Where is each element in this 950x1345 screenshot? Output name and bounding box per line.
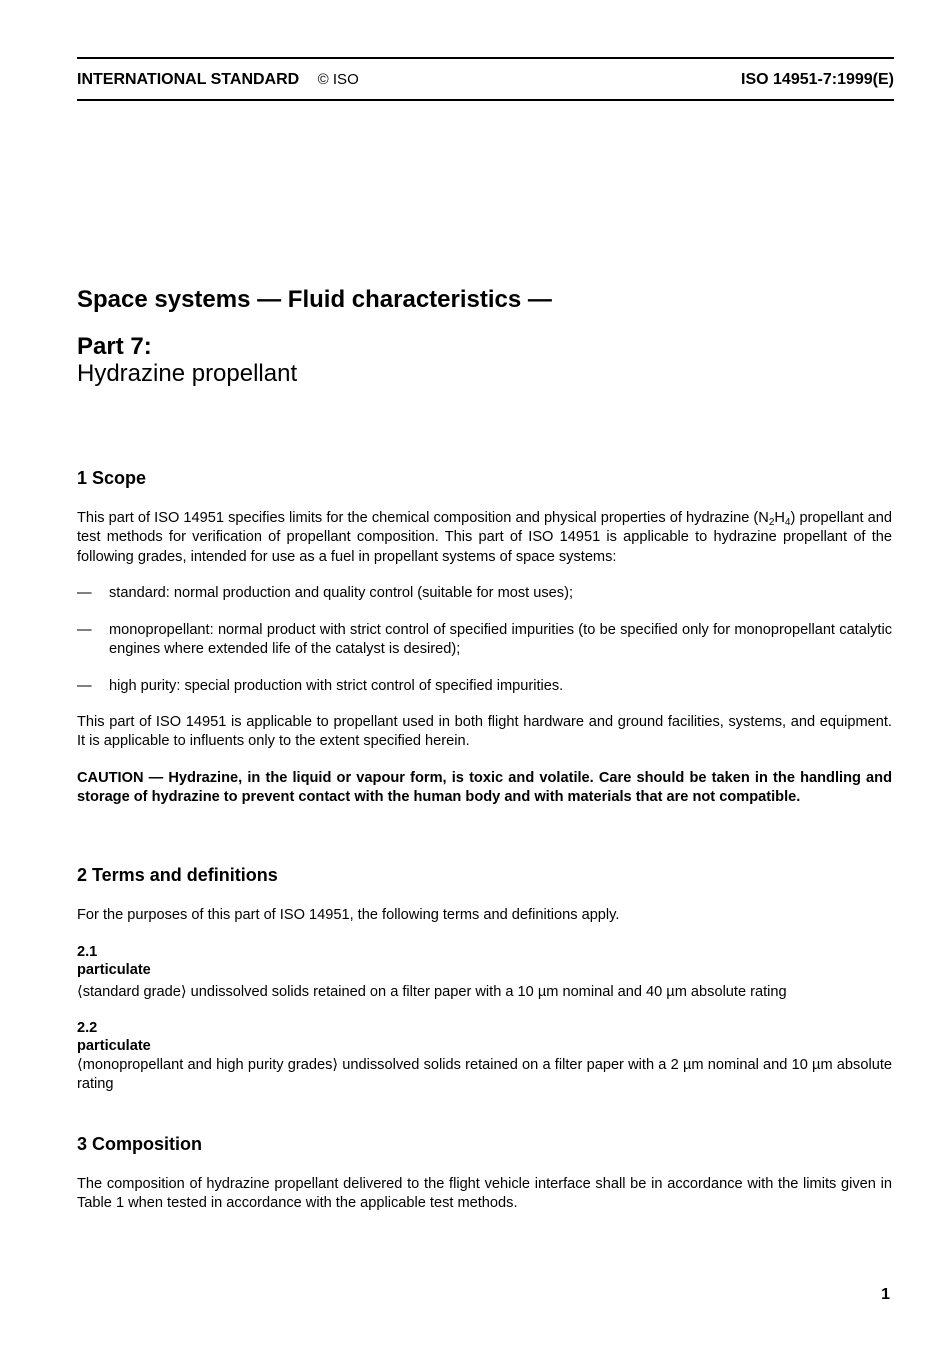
term-definition: ⟨standard grade⟩ undissolved solids retained on a filter paper with a 10 µm nominal and 40 µm absolute rating <box>77 984 787 1000</box>
document-subtitle: Hydrazine propellant <box>77 360 298 387</box>
terms-intro-paragraph: For the purposes of this part of ISO 14951, the following terms and definitions apply. <box>77 907 620 923</box>
scope-application-paragraph: This part of ISO 14951 is applicable to propellant used in both flight hardware and ground facilities, systems, and equipment. It is applicable to influents only to the extent specified herein. <box>77 714 892 750</box>
header-copyright: © ISO <box>317 71 359 88</box>
header-top-rule <box>77 57 894 59</box>
caution-paragraph: CAUTION — Hydrazine, in the liquid or vapour form, is toxic and volatile. Care should be taken in the handling and storage of hydrazine to prevent contact with the human body and with materials that are not compatible. <box>77 770 892 806</box>
document-part-label: Part 7: <box>77 333 152 360</box>
term-definition: ⟨monopropellant and high purity grades⟩ undissolved solids retained on a filter paper with a 2 µm nominal and 10 µm absolute rating <box>77 1057 892 1093</box>
composition-paragraph: The composition of hydrazine propellant delivered to the flight vehicle interface shall be in accordance with the limits given in Table 1 when tested in accordance with the applicable test methods. <box>77 1176 892 1212</box>
list-item <box>77 677 892 696</box>
section-heading-composition: 3 Composition <box>77 1134 202 1154</box>
term-number: 2.2 <box>77 1020 98 1036</box>
page-number: 1 <box>881 1286 890 1303</box>
list-dash: — <box>77 585 92 601</box>
header-standard-label: INTERNATIONAL STANDARD <box>77 71 300 88</box>
scope-intro-paragraph: This part of ISO 14951 specifies limits for the chemical composition and physical properties of hydrazine $(N_2H_4)$ propellant and test methods for verification of propellant composition. This part of ISO 14951 is applicable to hydrazine propellant of the following grades, intended for use as a fuel in propellant systems of space systems: <box>77 510 892 565</box>
list-item <box>77 584 892 603</box>
section-heading-scope: 1 Scope <box>77 468 147 488</box>
running-header <box>77 70 894 90</box>
list-item-text: monopropellant: normal product with strict control of specified impurities (to be specified only for monopropellant catalytic engines where extended life of the catalyst is desired); <box>109 622 892 658</box>
term-number: 2.1 <box>77 944 98 960</box>
list-dash: — <box>77 622 92 638</box>
list-dash: — <box>77 678 92 694</box>
header-bottom-rule <box>77 99 894 101</box>
list-item <box>77 621 892 660</box>
header-document-number: ISO 14951-7:1999(E) <box>741 71 894 88</box>
document-title: Space systems — Fluid characteristics — <box>77 286 552 313</box>
list-item-text: high purity: special production with strict control of specified impurities. <box>109 678 564 694</box>
list-item-text: standard: normal production and quality control (suitable for most uses); <box>109 585 573 601</box>
term-name: particulate <box>77 962 151 978</box>
section-heading-terms: 2 Terms and definitions <box>77 865 278 885</box>
term-name: particulate <box>77 1038 151 1054</box>
